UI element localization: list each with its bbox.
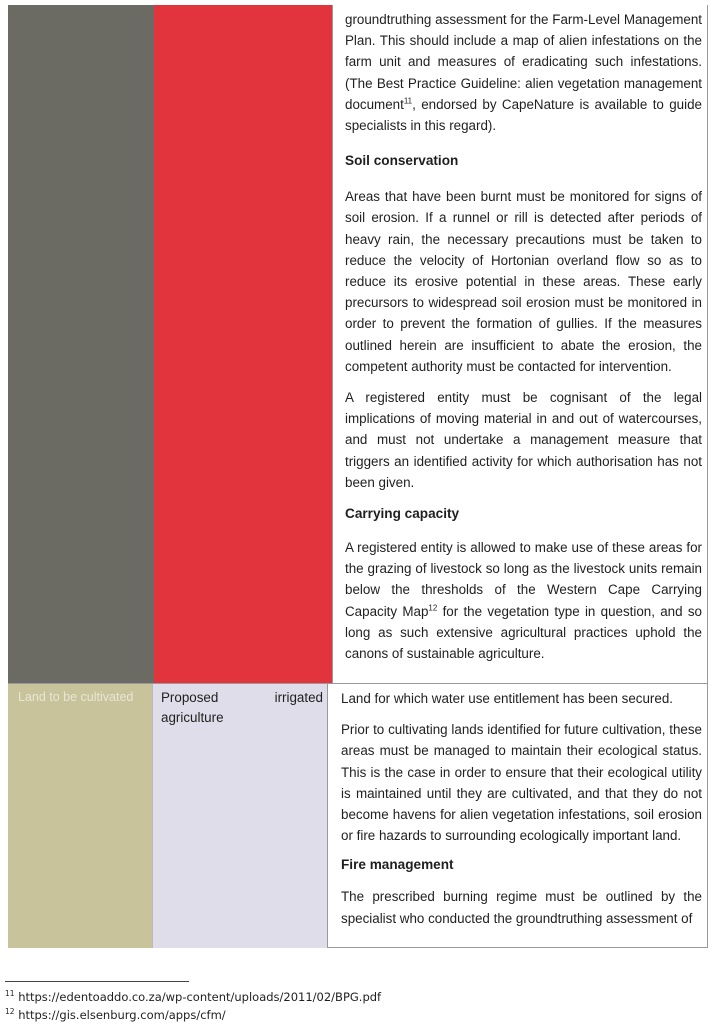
carrying-capacity-heading: Carrying capacity: [345, 506, 460, 522]
carrying-capacity-paragraph: A registered entity is allowed to make use of these areas for the grazing of livestock so long as the livestock units remain below the thresholds of the Western Cape Carrying Capacity Map$^{12}$ for the vegetation type in question, and so long as such extensive agricultural practices uphold the canons of sustainable agriculture.: [345, 540, 702, 662]
footnote-12: $^{12}$ https://gis.elsenburg.com/apps/cfm/: [5, 1007, 226, 1022]
management-text-cell-2: [327, 684, 708, 948]
zone-label-line2: agriculture: [161, 710, 224, 725]
fire-management-heading: Fire management: [341, 857, 454, 873]
category-label: Land to be cultivated: [18, 690, 134, 704]
prior-cultivation-paragraph: Prior to cultivating lands identified for future cultivation, these areas must be managed to maintain their ecological status. This is the case in order to ensure that their ecological utility is maintained until they are cultivated, and that they do not become havens for alien vegetation infestations, soil erosion or fire hazards to surrounding ecologically important land.: [341, 722, 702, 844]
footnote-separator: [5, 981, 189, 982]
footnote-11-link[interactable]: https://edentoaddo.co.za/wp-content/uploads/2011/02/BPG.pdf: [14, 990, 382, 1004]
footnote-11: $^{11}$ https://edentoaddo.co.za/wp-content/uploads/2011/02/BPG.pdf: [5, 989, 382, 1004]
definition-paragraph: Land for which water use entitlement has been secured.: [341, 691, 673, 706]
category-cell-land-to-be-cultivated: [8, 684, 152, 948]
fire-management-paragraph: The prescribed burning regime must be outlined by the specialist who conducted the groundtruthing assessment of: [341, 889, 702, 926]
zone-cell-proposed-irrigated-agriculture: [152, 684, 327, 948]
footnote-12-link[interactable]: https://gis.elsenburg.com/apps/cfm/: [14, 1008, 226, 1022]
zone-label-line1: [161, 688, 323, 708]
soil-conservation-heading: Soil conservation: [345, 153, 459, 169]
soil-conservation-paragraph: Areas that have been burnt must be monitored for signs of soil erosion. If a runnel or rill is detected after periods of heavy rain, the necessary precautions must be taken to reduce the velocity of Hortonian overland flow so as to reduce its erosive potential in these areas. These early precursors to widespread soil erosion must be monitored in order to prevent the formation of gullies. If the measures outlined herein are insufficient to abate the erosion, the competent authority must be contacted for intervention.: [345, 189, 702, 374]
category-color-cell-gray: [8, 5, 154, 683]
zone-label-word-proposed: Proposed: [161, 690, 219, 705]
management-table: [8, 5, 708, 948]
zone-color-cell-red: [154, 5, 332, 683]
legal-implications-paragraph: A registered entity must be cognisant of the legal implications of moving material in and out of watercourses, and must not undertake a management measure that triggers an identified activity for which authorisation has not been given.: [345, 390, 702, 490]
alien-vegetation-paragraph: groundtruthing assessment for the Farm-Level Management Plan. This should include a map of alien infestations on the farm unit and measures of eradicating such infestations. (The Best Practice Guideline: alien vegetation management document$^{11}$, endorsed by CapeNature is available to guide specialists in this regard).: [345, 12, 702, 134]
management-text-cell: [332, 5, 708, 683]
zone-label-word-irrigated: irrigated: [274, 690, 323, 705]
